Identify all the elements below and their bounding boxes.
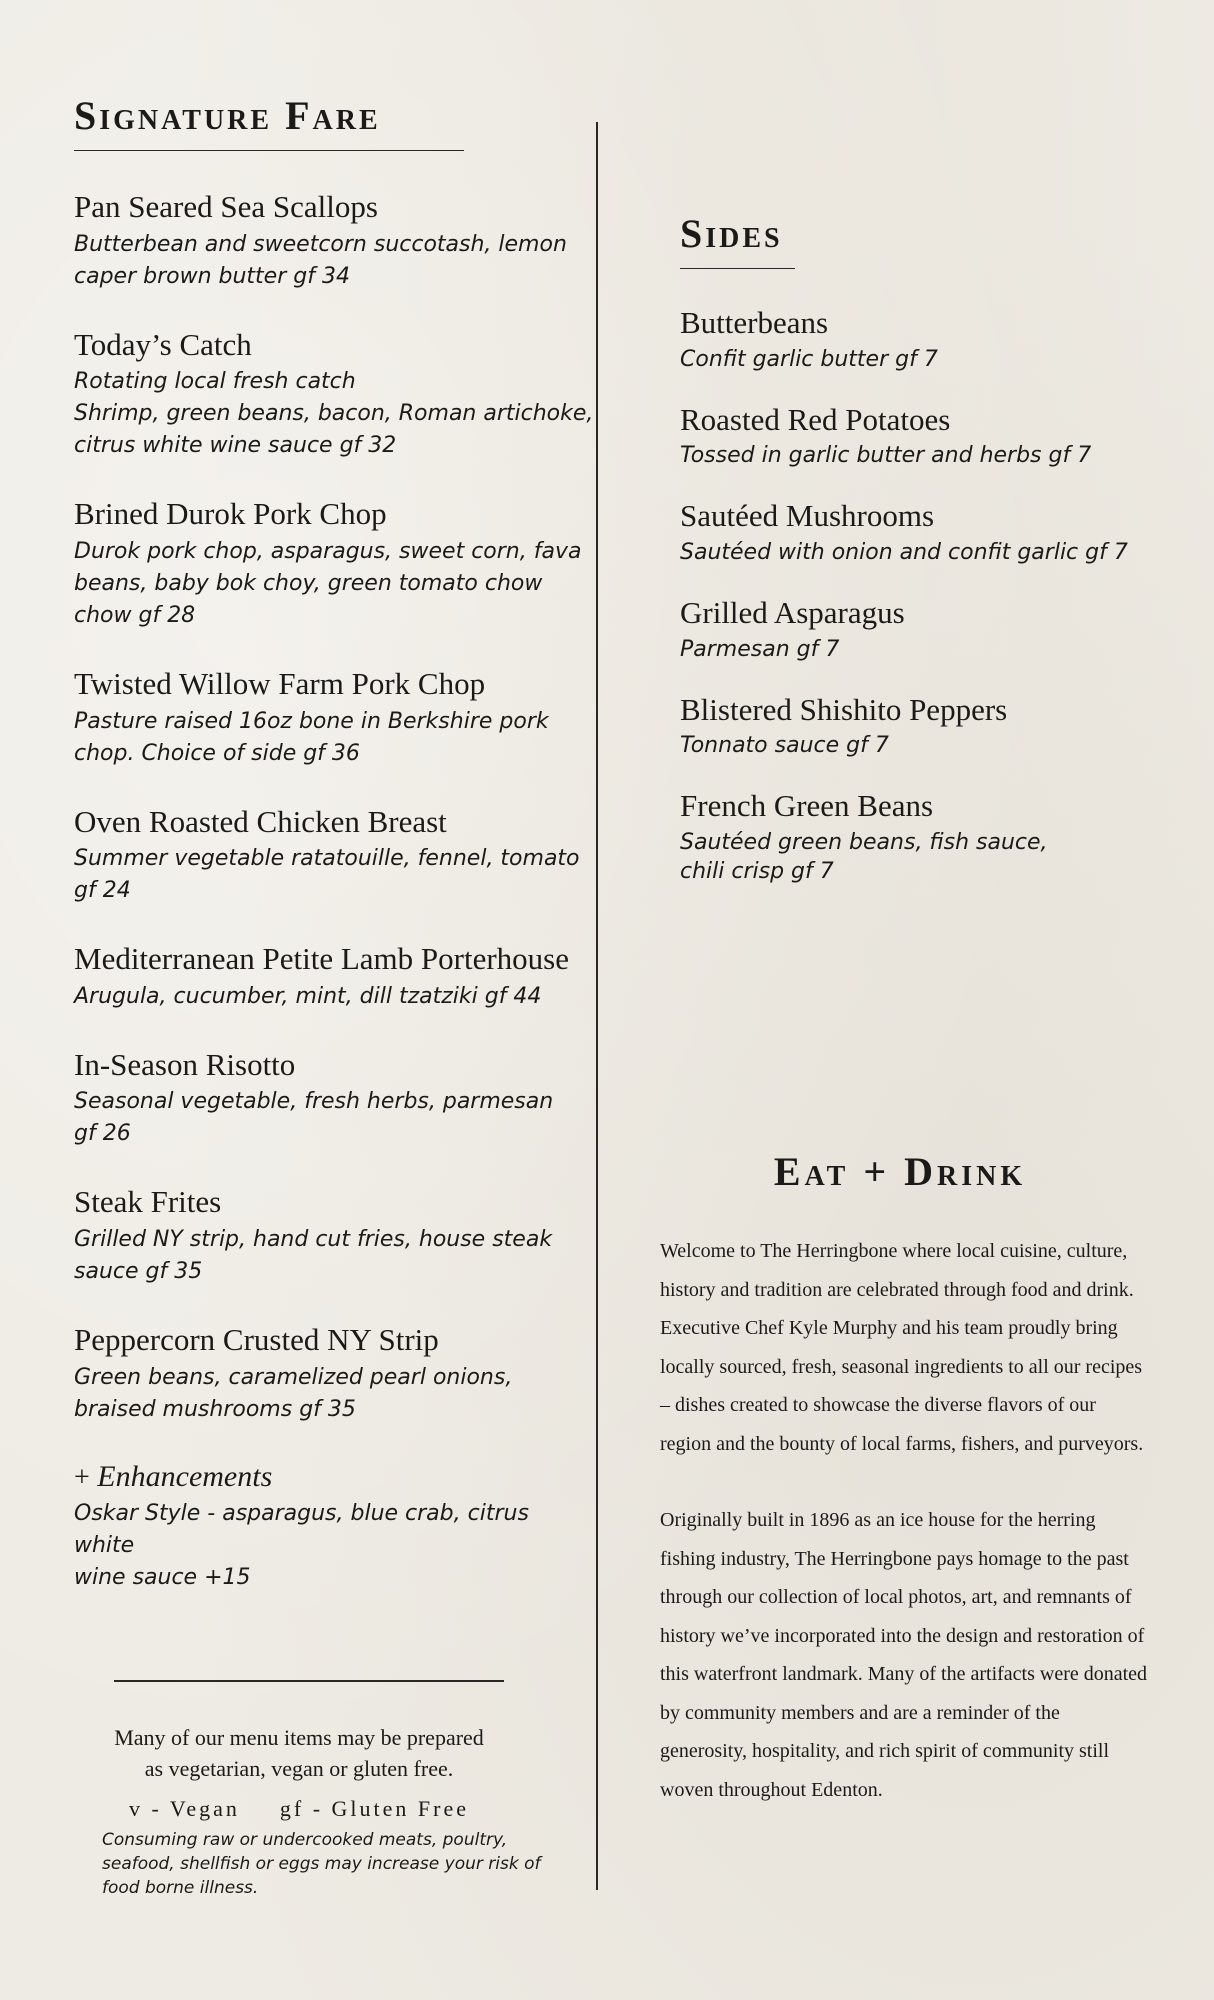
consumption-warning: Consuming raw or undercooked meats, poultry, seafood, shellfish or eggs may increase your risk of food borne illness. (102, 1829, 541, 1898)
menu-item (74, 189, 594, 293)
menu-item-name: Oven Roasted Chicken Breast (74, 803, 447, 839)
side-item-description: Tossed in garlic butter and herbs gf 7 (680, 443, 1092, 469)
plus-sign: + (74, 1461, 90, 1493)
side-item-name: Sautéed Mushrooms (680, 498, 935, 534)
enhancements-heading (74, 1460, 594, 1494)
menu-item-description: Seasonal vegetable, fresh herbs, parmesan gf 26 (74, 1089, 554, 1147)
menu-item (74, 1047, 594, 1151)
side-item-description: Confit garlic butter gf 7 (680, 346, 938, 372)
sides-heading: Sides (680, 214, 795, 269)
menu-item (74, 804, 594, 908)
about-paragraph-history: Originally built in 1896 as an ice house for the herring fishing industry, The Herringbone pays homage to the past through our collection of local photos, art, and remnants of history we’ve incorporated into the design and restoration of this waterfront landmark. Many of the artifacts were donated by community members and are a reminder of the generosity, hospitality, and rich spirit of community still woven throughout Edenton. (660, 1509, 1148, 1801)
menu-item-description: Summer vegetable ratatouille, fennel, tomato gf 24 (74, 846, 580, 904)
about-section (660, 1232, 1150, 1847)
side-item (680, 788, 1160, 886)
signature-fare-heading: Signature Fare (74, 96, 464, 151)
legend-vegan: v - Vegan (128, 1795, 240, 1821)
menu-item-name: Twisted Willow Farm Pork Chop (74, 665, 486, 701)
signature-fare-column (74, 93, 594, 1594)
side-item (680, 692, 1160, 761)
side-item (680, 305, 1160, 374)
menu-item (74, 1184, 594, 1288)
menu-item (74, 496, 594, 632)
menu-item (74, 1322, 594, 1426)
menu-item (74, 941, 594, 1013)
enhancements (74, 1460, 594, 1594)
enhancements-label: Enhancements (97, 1459, 273, 1493)
signature-items (74, 189, 594, 1594)
about-paragraph-welcome: Welcome to The Herringbone where local cuisine, culture, history and tradition are celebrated through food and drink. Executive Chef Kyle Murphy and his team proudly bring locally sourced, fresh, seasonal ingredients to all our recipes – dishes created to showcase the diverse flavors of our region and the bounty of local farms, fishers, and purveyors. (660, 1240, 1144, 1455)
side-item-name: French Green Beans (680, 788, 934, 824)
dietary-footer (74, 1680, 594, 1900)
menu-item-description: Green beans, caramelized pearl onions, braised mushrooms gf 35 (74, 1364, 513, 1422)
side-item (680, 595, 1160, 664)
menu-item-name: Mediterranean Petite Lamb Porterhouse (74, 941, 569, 977)
menu-item-description: Butterbean and sweetcorn succotash, lemon caper brown butter gf 34 (74, 231, 567, 289)
footer-rule (114, 1680, 504, 1682)
menu-item-name: Today’s Catch (74, 326, 252, 362)
menu-item-name: Pan Seared Sea Scallops (74, 189, 378, 224)
side-item-description: Tonnato sauce gf 7 (680, 733, 889, 759)
side-item (680, 498, 1160, 567)
sides-items (680, 305, 1160, 886)
sides-column (680, 96, 1160, 886)
side-item-name: Blistered Shishito Peppers (680, 691, 1008, 727)
column-divider (596, 122, 598, 1890)
menu-item-description: Grilled NY strip, hand cut fries, house steak sauce gf 35 (74, 1227, 553, 1285)
side-item-description: Sautéed green beans, fish sauce, chili crisp gf 7 (680, 829, 1048, 884)
menu-item (74, 327, 594, 463)
side-item-name: Butterbeans (680, 305, 829, 340)
menu-item-name: Brined Durok Pork Chop (74, 496, 387, 532)
vegetarian-note: Many of our menu items may be prepared as vegetarian, vegan or gluten free. (114, 1724, 484, 1781)
menu-item-name: Peppercorn Crusted NY Strip (74, 1322, 439, 1358)
eat-drink-heading: Eat + Drink (773, 1149, 1027, 1194)
side-item-name: Grilled Asparagus (680, 594, 905, 630)
enhancements-description: Oskar Style - asparagus, blue crab, citrus white wine sauce +15 (74, 1500, 529, 1590)
side-item-description: Sautéed with onion and confit garlic gf 7 (680, 539, 1128, 565)
menu-item-description: Arugula, cucumber, mint, dill tzatziki gf 44 (74, 983, 542, 1009)
legend-gluten-free: gf - Gluten Free (279, 1795, 470, 1821)
menu-item (74, 666, 594, 770)
menu-item-description: Pasture raised 16oz bone in Berkshire pork chop. Choice of side gf 36 (74, 708, 549, 766)
menu-item-name: In-Season Risotto (74, 1046, 296, 1082)
side-item-description: Parmesan gf 7 (680, 636, 840, 662)
menu-item-description: Rotating local fresh catch Shrimp, green beans, bacon, Roman artichoke, citrus white wine sauce gf 32 (74, 369, 594, 459)
menu-item-description: Durok pork chop, asparagus, sweet corn, fava beans, baby bok choy, green tomato chow chow gf 28 (74, 538, 582, 628)
side-item-name: Roasted Red Potatoes (680, 401, 951, 437)
dietary-legend (104, 1796, 494, 1822)
side-item (680, 402, 1160, 471)
menu-item-name: Steak Frites (74, 1184, 222, 1220)
